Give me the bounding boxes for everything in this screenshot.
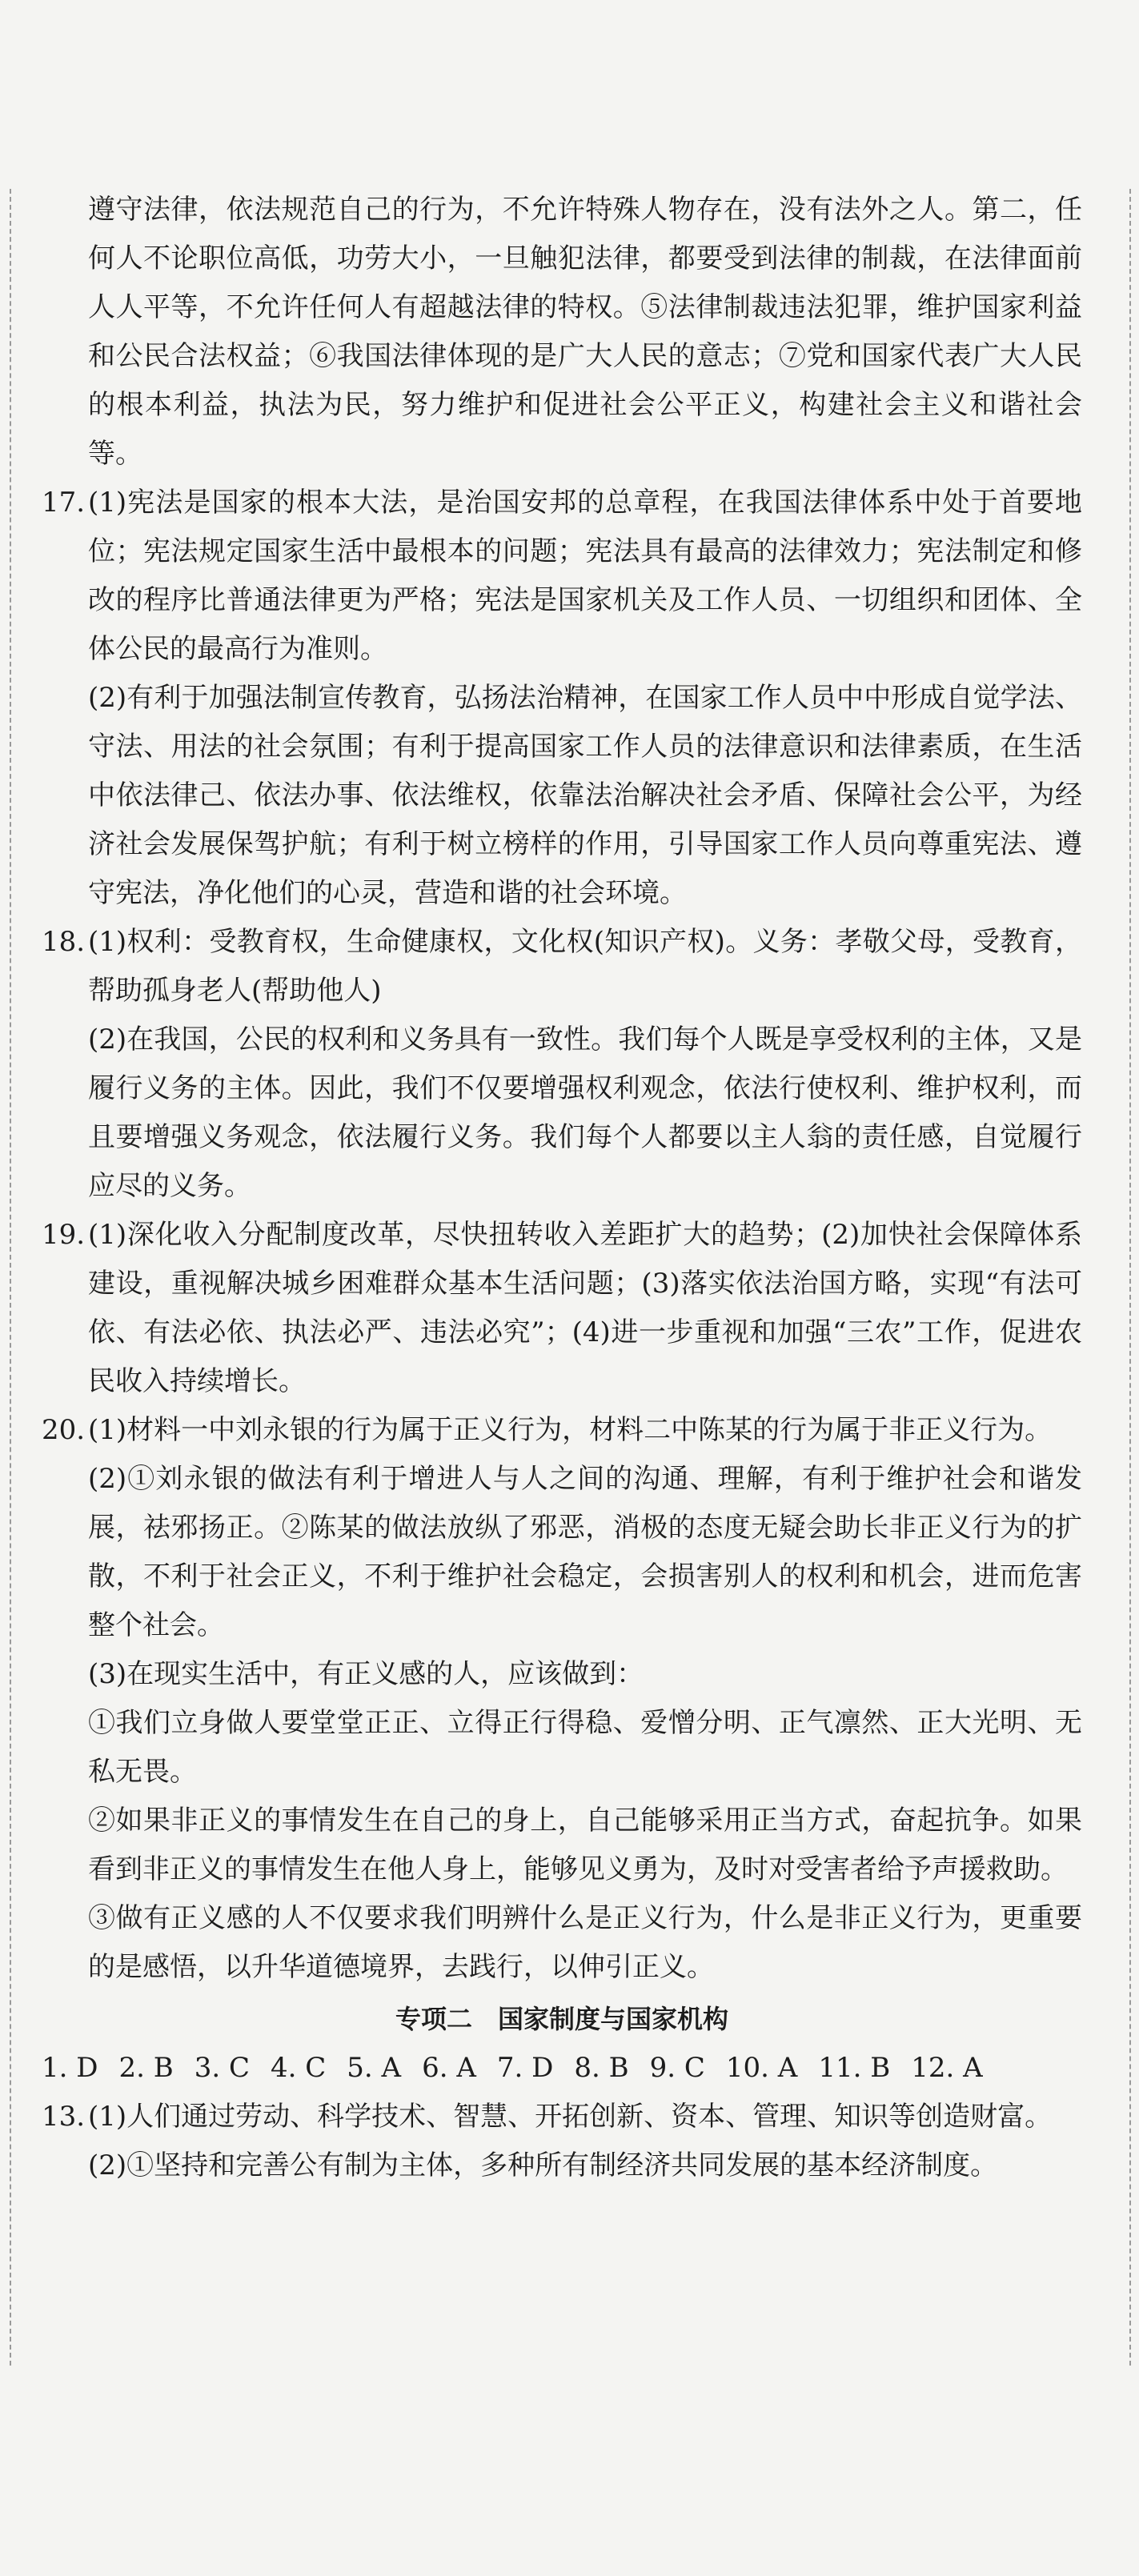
multiple-choice-answers [42,2044,1082,2093]
question-number: 17. [42,487,86,519]
answer-3: 3. C [194,2052,251,2084]
left-binding-line [10,189,11,2366]
right-binding-line [1129,189,1131,2366]
answer-content [42,186,1082,2190]
answer-7: 7. D [496,2052,554,2084]
question-20-point-3: ③做有正义感的人不仅要求我们明辨什么是正义行为，什么是非正义行为，更重要的是感悟，以升华道德境界，去践行，以伸引正义。 [88,1902,1082,1983]
question-18-part-2: (2)在我国，公民的权利和义务具有一致性。我们每个人既是享受权利的主体，又是履行义务的主体。因此，我们不仅要增强权利观念，依法行使权利、维护权利，而且要增强义务观念，依法履行义务。我们每个人都要以主人翁的责任感，自觉履行应尽的义务。 [88,1024,1082,1202]
answer-1: 1. D [42,2052,98,2084]
answer-6: 6. A [422,2052,476,2084]
answer-8: 8. B [574,2052,629,2084]
question-13-part-1 [42,2093,1082,2141]
answer-text: (1)宪法是国家的根本大法，是治国安邦的总章程，在我国法律体系中处于首要地位；宪法规定国家生活中最根本的问题；宪法具有最高的法律效力；宪法制定和修改的程序比普通法律更为严格；宪法是国家机关及工作人员、一切组织和团体、全体公民的最高行为准则。 [88,487,1082,665]
question-number: 13. [42,2101,86,2133]
answer-2: 2. B [118,2052,174,2084]
answer-text: (1)权利：受教育权，生命健康权，文化权(知识产权)。义务：孝敬父母，受教育，帮助孤身老人(帮助他人) [88,926,1082,1007]
answer-10: 10. A [725,2052,798,2084]
answer-9: 9. C [649,2052,705,2084]
question-20-point-1: ①我们立身做人要堂堂正正、立得正行得稳、爱憎分明、正气凛然、正大光明、无私无畏。 [88,1707,1082,1788]
question-20-part-2: (2)①刘永银的做法有利于增进人与人之间的沟通、理解，有利于维护社会和谐发展，祛邪扬正。②陈某的做法放纵了邪恶，消极的态度无疑会助长非正义行为的扩散，不利于社会正义，不利于维护社会稳定，会损害别人的权利和机会，进而危害整个社会。 [88,1463,1082,1641]
answer-text: (1)人们通过劳动、科学技术、智慧、开拓创新、资本、管理、知识等创造财富。 [88,2101,1053,2133]
question-17-part-2: (2)有利于加强法制宣传教育，弘扬法治精神，在国家工作人员中中形成自觉学法、守法、用法的社会氛围；有利于提高国家工作人员的法律意识和法律素质，在生活中依法律己、依法办事、依法维权，依靠法治解决社会矛盾、保障社会公平，为经济社会发展保驾护航；有利于树立榜样的作用，引导国家工作人员向尊重宪法、遵守宪法，净化他们的心灵，营造和谐的社会环境。 [88,682,1082,909]
answer-12: 12. A [911,2052,983,2084]
question-number: 19. [42,1219,86,1251]
answer-5: 5. A [347,2052,402,2084]
answer-11: 11. B [818,2052,891,2084]
answer-text: (1)深化收入分配制度改革，尽快扭转收入差距扩大的趋势；(2)加快社会保障体系建设，重视解决城乡困难群众基本生活问题；(3)落实依法治国方略，实现“有法可依、有法必依、执法必严、违法必究”；(4)进一步重视和加强“三农”工作，促进农民收入持续增长。 [88,1219,1082,1397]
question-18-part-1 [42,918,1082,1016]
question-number: 18. [42,926,86,958]
question-20-point-2: ②如果非正义的事情发生在自己的身上，自己能够采用正当方式，奋起抗争。如果看到非正义的事情发生在他人身上，能够见义勇为，及时对受害者给予声援救助。 [88,1805,1082,1885]
answer-4: 4. C [271,2052,327,2084]
question-20-part-3: (3)在现实生活中，有正义感的人，应该做到： [88,1658,644,1690]
question-20-part-1 [42,1406,1082,1455]
question-number: 20. [42,1414,86,1446]
section-title: 专项二 国家制度与国家机构 [395,2004,728,2034]
question-17-part-1 [42,479,1082,674]
question-19 [42,1211,1082,1406]
continuation-paragraph: 遵守法律，依法规范自己的行为，不允许特殊人物存在，没有法外之人。第二，任何人不论职位高低，功劳大小，一旦触犯法律，都要受到法律的制裁，在法律面前人人平等，不允许任何人有超越法律的特权。⑤法律制裁违法犯罪，维护国家利益和公民合法权益；⑥我国法律体现的是广大人民的意志；⑦党和国家代表广大人民的根本利益，执法为民，努力维护和促进社会公平正义，构建社会主义和谐社会等。 [88,194,1082,470]
answer-text: (1)材料一中刘永银的行为属于正义行为，材料二中陈某的行为属于非正义行为。 [88,1414,1053,1446]
question-13-part-2: (2)①坚持和完善公有制为主体，多种所有制经济共同发展的基本经济制度。 [88,2149,998,2181]
